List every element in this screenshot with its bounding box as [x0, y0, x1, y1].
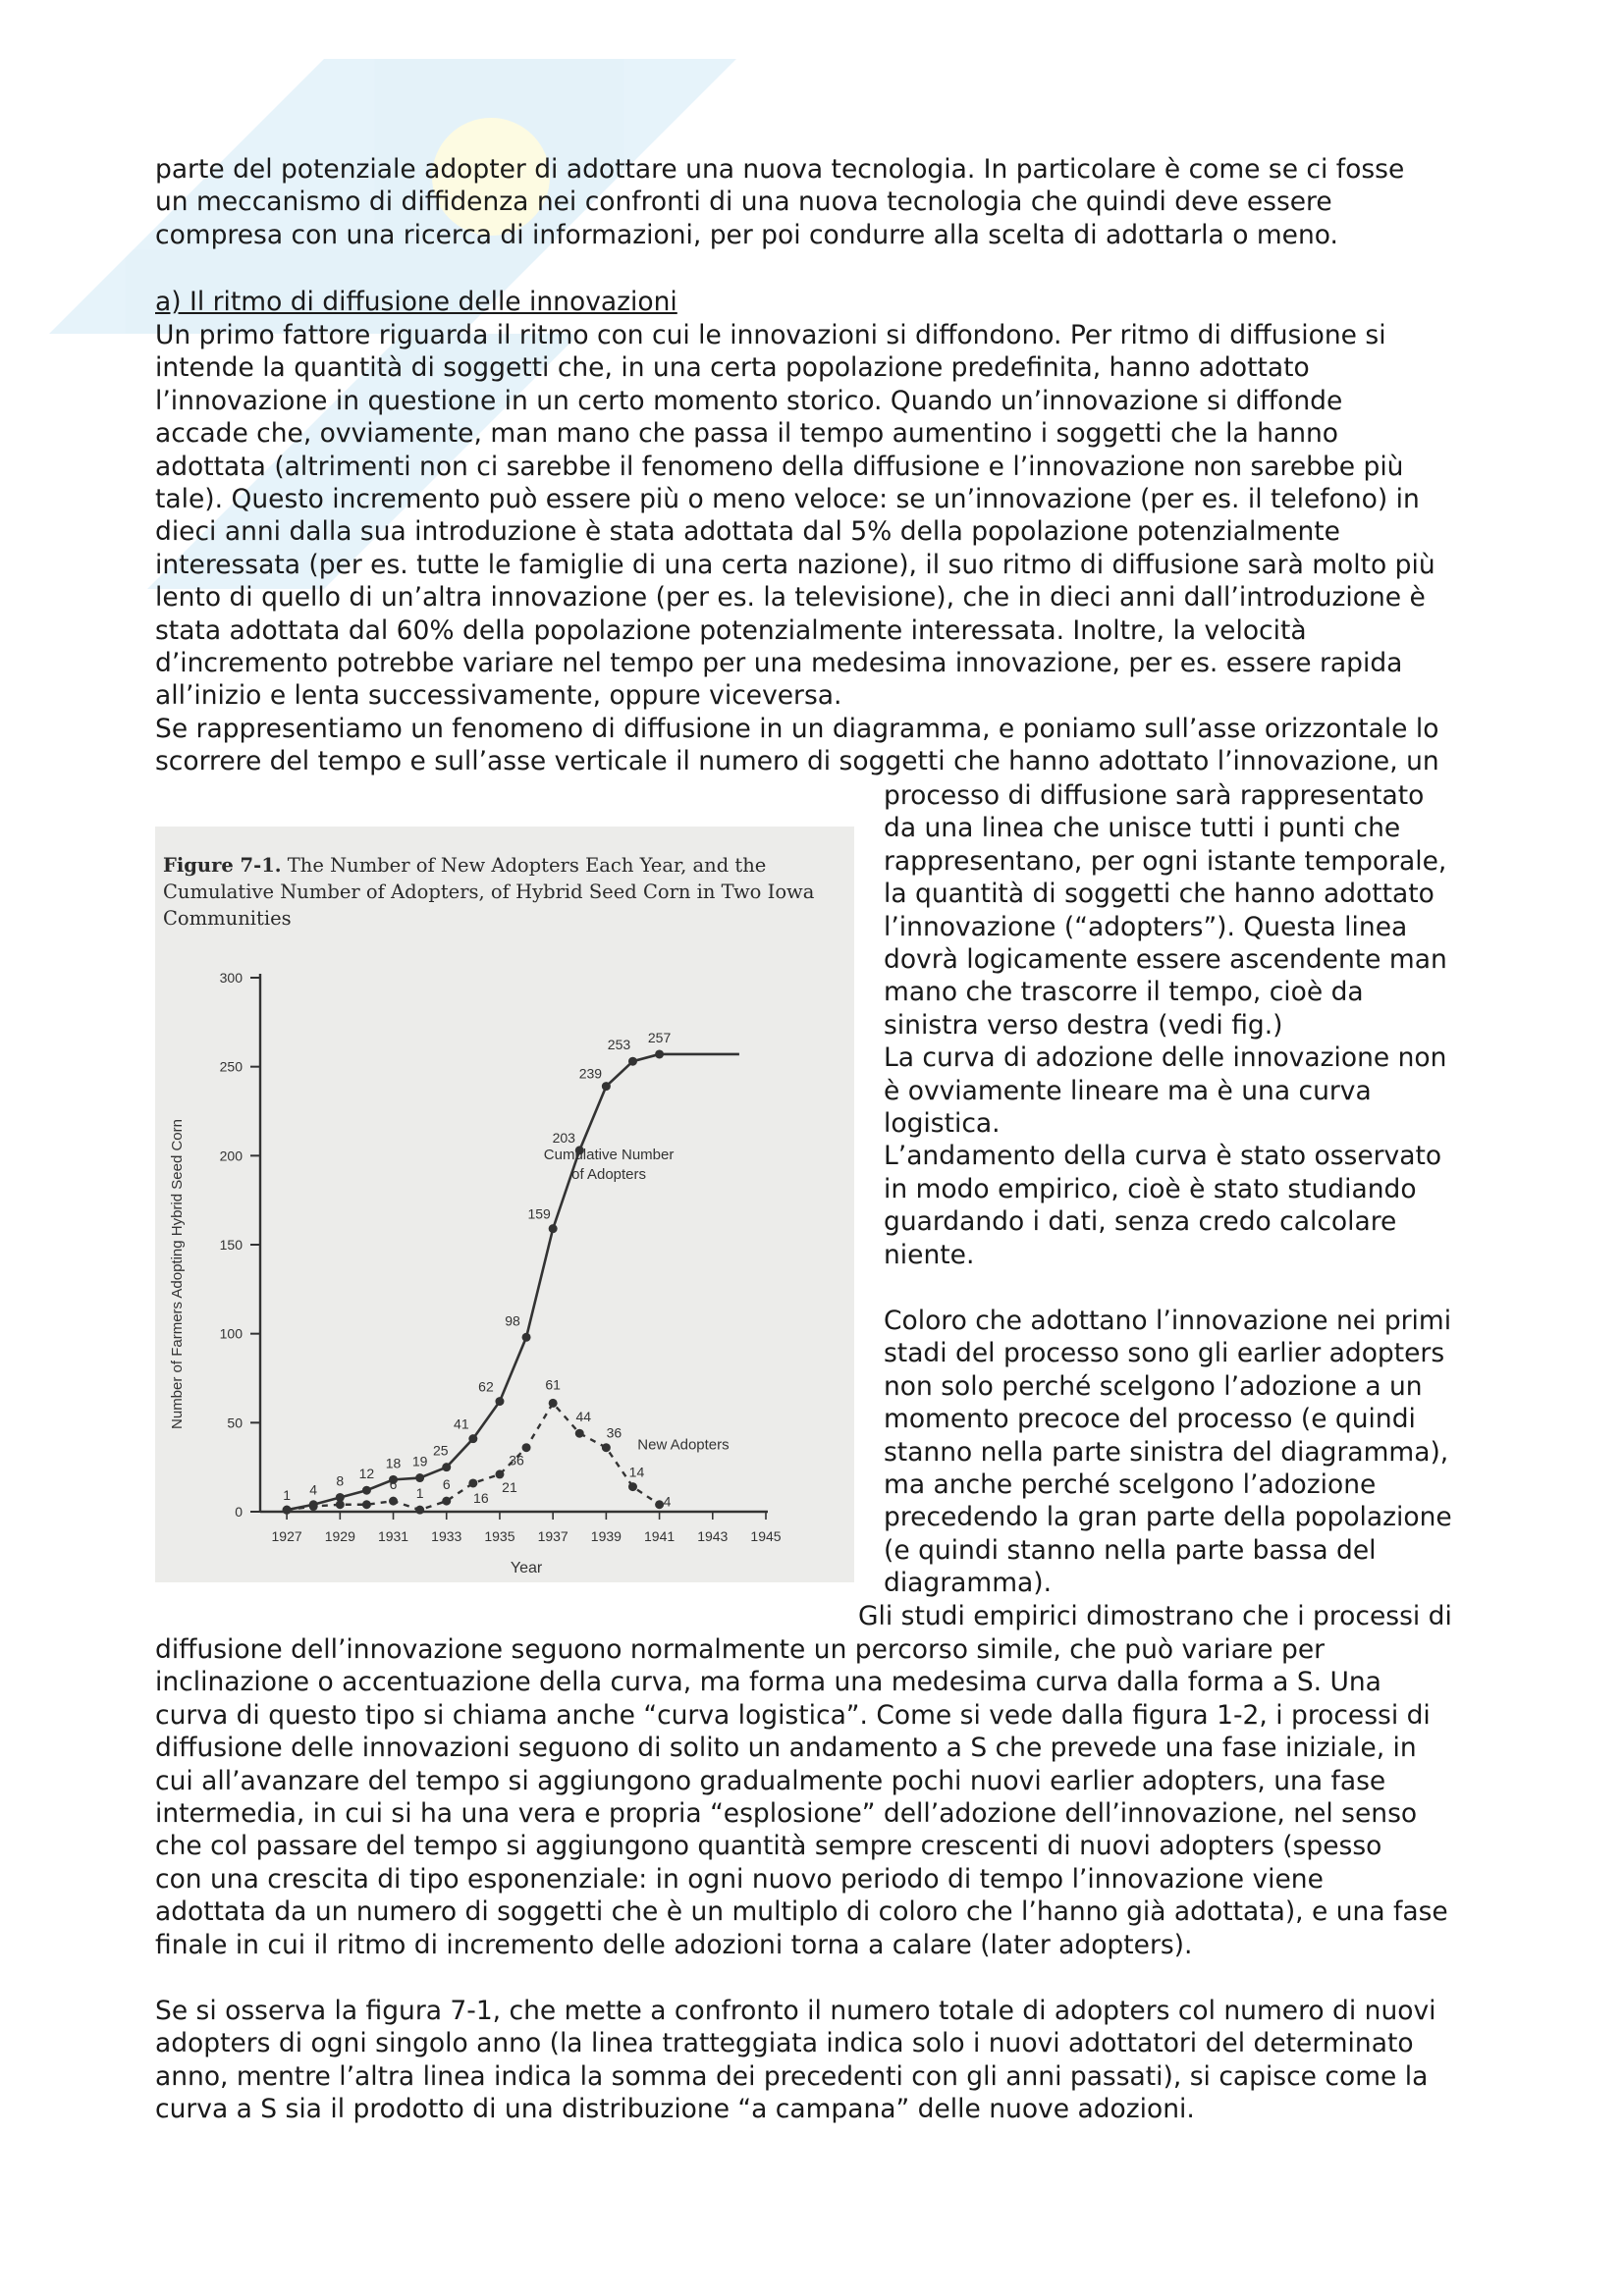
- x-tick-label: 1929: [324, 1528, 355, 1544]
- new-adopters-point: [602, 1443, 611, 1452]
- cumulative-data-label: 257: [647, 1029, 672, 1045]
- paragraph-intro: parte del potenziale adopter di adottare una nuova tecnologia. In particolare è come se ci fosse un meccanismo di diffidenza nei confronti di una nuova tecnologia che quindi deve essere compresa con una ricerca di informazioni, per poi condurre alla scelta di adottarla o meno.: [155, 154, 1405, 250]
- new-adopters-data-label: 61: [545, 1376, 561, 1393]
- section-heading: a) Il ritmo di diffusione delle innovazioni: [155, 287, 677, 317]
- new-adopters-point: [442, 1497, 451, 1506]
- cumulative-data-label: 18: [385, 1455, 402, 1471]
- x-tick-label: 1939: [590, 1528, 622, 1544]
- new-adopters-data-label: 6: [389, 1476, 398, 1493]
- cumulative-data-label: 62: [478, 1378, 494, 1395]
- new-adopters-data-label: 16: [473, 1489, 489, 1506]
- y-tick-label: 200: [219, 1148, 243, 1164]
- new-adopters-point: [575, 1429, 584, 1438]
- new-adopters-data-label: 14: [628, 1464, 645, 1480]
- cumulative-point: [549, 1224, 558, 1233]
- figure-caption-line-1: The Number of New Adopters Each Year, and the: [287, 854, 767, 877]
- new-adopters-point: [283, 1506, 292, 1515]
- x-tick-label: 1935: [484, 1528, 515, 1544]
- paragraph-studi-first: Gli studi empirici dimostrano che i processi di: [858, 1601, 1452, 1631]
- y-tick-label: 100: [219, 1325, 243, 1342]
- cumulative-data-label: 41: [454, 1415, 469, 1432]
- new-adopters-point: [362, 1500, 371, 1509]
- y-tick-label: 300: [219, 970, 243, 986]
- cumulative-point: [602, 1082, 611, 1091]
- paragraph-side: processo di diffusione sarà rappresentato da una linea che unisce tutti i punti che rappresentano, per ogni istante temporale, la quantità di soggetti che hanno adottato l’innovazione (“adopters”). Questa linea dovrà logicamente essere ascendente man mano che trascorre il tempo, cioè da sinistra verso destra (vedi fig.) La curva di adozione delle innovazione non è ovviamente lineare ma è una curva logistica. L’andamento della curva è stato osservato in modo empirico, cioè è stato studiando guardando i dati, senza credo calcolare niente.: [884, 780, 1447, 1270]
- cumulative-point: [495, 1397, 504, 1406]
- cumulative-point: [468, 1434, 477, 1443]
- paragraph-studi: diffusione dell’innovazione seguono normalmente un percorso simile, che può variare per inclinazione o accentuazione della curva, ma forma una medesima curva dalla forma a S. Una curva di questo tipo si chiama anche “curva logistica”. Come si vede dalla figura 1-2, i processi di diffusione delle innovazioni seguono di solito un andamento a S che prevede una fase iniziale, in cui all’avanzare del tempo si aggiungono gradualmente pochi nuovi earlier adopters, una fase intermedia, in cui si ha una vera e propria “esplosione” dell’adozione dell’innovazione, nel senso che col passare del tempo si aggiungono quantità sempre crescenti di nuovi adopters (spesso con una crescita di tipo esponenziale: in ogni nuovo periodo di tempo l’innovazione viene adottata da un numero di soggetti che è un multiplo di coloro che l’hanno già adottata), e una fase finale in cui il ritmo di incremento delle adozioni torna a calare (later adopters).: [155, 1634, 1448, 1960]
- new-adopters-point: [389, 1497, 398, 1506]
- cumulative-point: [362, 1486, 371, 1495]
- x-tick-label: 1943: [697, 1528, 729, 1544]
- y-tick-label: 0: [235, 1504, 243, 1520]
- paragraph-ritmo: Un primo fattore riguarda il ritmo con cui le innovazioni si diffondono. Per ritmo di diffusione si intende la quantità di soggetti che, in una certa popolazione predefinita, hanno adottato l’innovazione in questione in un certo momento storico. Quando un’innovazione si diffonde accade che, ovviamente, man mano che passa il tempo aumentino i soggetti che la hanno adottata (altrimenti non ci sarebbe il fenomeno della diffusione e l’innovazione non sarebbe più tale). Questo incremento può essere più o meno veloce: se un’innovazione (per es. il telefono) in dieci anni dalla sua introduzione è stata adottata dal 5% della popolazione potenzialmente interessata (per es. tutte le famiglie di una certa nazione), il suo ritmo di diffusione sarà molto più lento di quello di un’altra innovazione (per es. la televisione), che in dieci anni dall’introduzione è stata adottata dal 60% della popolazione potenzialmente interessata. Inoltre, la velocità d’incremento potrebbe variare nel tempo per una medesima innovazione, per es. essere rapida all’inizio e lenta successivamente, oppure viceversa.: [155, 320, 1435, 712]
- new-adopters-point: [468, 1478, 477, 1487]
- cumulative-point: [655, 1049, 664, 1058]
- figure-caption-line-3: Communities: [163, 907, 292, 930]
- new-adopters-point: [628, 1482, 637, 1491]
- x-tick-label: 1933: [431, 1528, 462, 1544]
- x-tick-label: 1937: [537, 1528, 568, 1544]
- y-axis-label: Number of Farmers Adopting Hybrid Seed Corn: [169, 1119, 186, 1429]
- cumulative-data-label: 19: [411, 1453, 428, 1469]
- cumulative-data-label: 159: [527, 1205, 551, 1222]
- cumulative-point: [628, 1057, 637, 1066]
- cumulative-data-label: 8: [336, 1472, 345, 1489]
- new-adopters-data-label: 36: [606, 1424, 623, 1441]
- x-tick-label: 1927: [271, 1528, 302, 1544]
- annotation-new-adopters: New Adopters: [637, 1436, 730, 1454]
- cumulative-data-label: 98: [505, 1312, 520, 1329]
- new-adopters-point: [495, 1469, 504, 1478]
- paragraph-side-2: Coloro che adottano l’innovazione nei primi stadi del processo sono gli earlier adopters non solo perché scelgono l’adozione a un momento precoce del processo (e quindi stanno nella parte sinistra del diagramma), ma anche perché scelgono l’adozione precedendo la gran parte della popolazione (e quindi stanno nella parte bassa del diagramma).: [884, 1306, 1452, 1599]
- x-tick-label: 1945: [750, 1528, 782, 1544]
- cumulative-data-label: 239: [578, 1065, 603, 1082]
- new-adopters-point: [549, 1399, 558, 1408]
- new-adopters-data-label: 44: [575, 1409, 592, 1425]
- paragraph-figura: Se si osserva la figura 7-1, che mette a confronto il numero totale di adopters col numero di nuovi adopters di ogni singolo anno (la linea tratteggiata indica solo i nuovi adottatori del determinato anno, mentre l’altra linea indica la somma dei precedenti con gli anni passati), si capisce come la curva a S sia il prodotto di una distribuzione “a campana” delle nuove adozioni.: [155, 1996, 1436, 2125]
- y-tick-label: 250: [219, 1058, 243, 1075]
- paragraph-diagramma: Se rappresentiamo un fenomeno di diffusione in un diagramma, e poniamo sull’asse orizzontale lo scorrere del tempo e sull’asse verticale il numero di soggetti che hanno adottato l’innovazione, un: [155, 714, 1439, 777]
- y-tick-label: 150: [219, 1237, 243, 1253]
- cumulative-point: [522, 1333, 531, 1342]
- new-adopters-data-label: 6: [442, 1476, 451, 1493]
- x-axis-label: Year: [510, 1560, 543, 1576]
- new-adopters-point: [309, 1502, 318, 1511]
- new-adopters-data-label: 21: [502, 1478, 517, 1495]
- new-adopters-data-label: 36: [509, 1452, 524, 1468]
- new-adopters-point: [522, 1443, 531, 1452]
- new-adopters-data-label: 1: [415, 1485, 424, 1502]
- cumulative-point: [415, 1473, 424, 1482]
- cumulative-data-label: 1: [283, 1487, 292, 1504]
- adopters-chart: [155, 827, 854, 1582]
- cumulative-data-label: 203: [552, 1129, 575, 1146]
- figure-7-1: [155, 827, 854, 1582]
- annotation-cumulative-2: of Adopters: [571, 1165, 647, 1183]
- cumulative-data-label: 12: [358, 1466, 375, 1482]
- cumulative-point: [442, 1463, 451, 1471]
- cumulative-data-label: 4: [309, 1481, 318, 1498]
- x-tick-label: 1931: [377, 1528, 409, 1544]
- new-adopters-point: [336, 1500, 345, 1509]
- figure-caption-line-2: Cumulative Number of Adopters, of Hybrid Seed Corn in Two Iowa: [163, 881, 815, 903]
- cumulative-data-label: 25: [432, 1442, 449, 1459]
- new-adopters-point: [415, 1506, 424, 1515]
- figure-caption-bold: Figure 7-1.: [163, 854, 282, 877]
- y-tick-label: 50: [227, 1415, 243, 1431]
- cumulative-data-label: 253: [607, 1037, 631, 1053]
- x-tick-label: 1941: [644, 1528, 676, 1544]
- new-adopters-data-label: 4: [663, 1493, 672, 1510]
- annotation-cumulative-1: Cumulative Number: [543, 1146, 675, 1163]
